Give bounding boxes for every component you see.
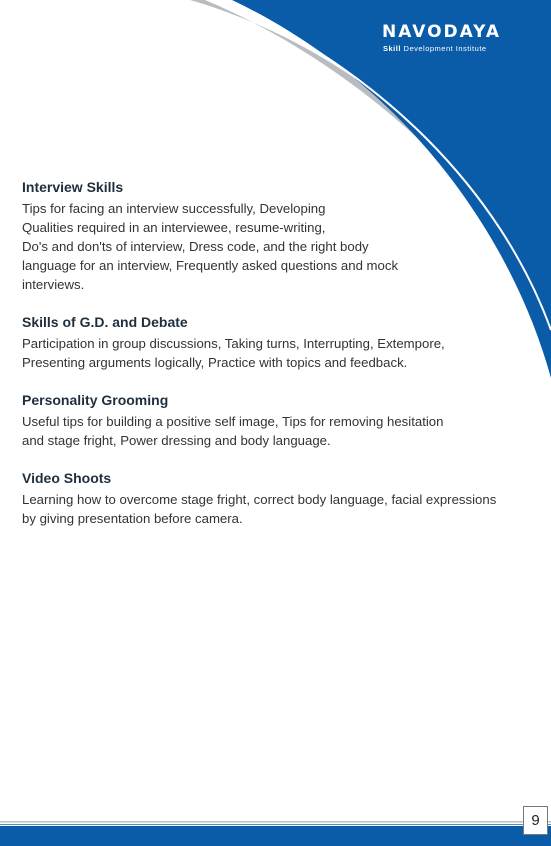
page-content [22,178,532,547]
footer-line-blue [0,824,551,825]
section-heading: Interview Skills [22,179,124,195]
section-heading: Personality Grooming [22,392,169,408]
section-body: Learning how to overcome stage fright, correct body language, facial expressions by giving presentation before camera. [22,492,497,526]
section-body: Tips for facing an interview successfully, Developing Qualities required in an interviewee, resume-writing, Do's and don'ts of interview, Dress code, and the right body language for an interview, Frequently asked questions and mock interviews. [22,201,399,292]
brand-logo [382,22,532,62]
section-interview-skills [22,178,532,294]
section-personality-grooming [22,391,532,450]
brand-tagline-rest: Development Institute [403,44,487,53]
footer-band [0,826,551,846]
brand-tagline-bold: Skill [383,44,401,53]
brand-tagline [383,44,487,53]
section-heading: Video Shoots [22,470,112,486]
section-gd-debate [22,313,532,372]
brand-name: NAVODAYA [382,22,502,42]
section-body: Participation in group discussions, Taking turns, Interrupting, Extempore, Presenting arguments logically, Practice with topics and feedback. [22,336,445,370]
section-video-shoots [22,469,532,528]
page-number: 9 [523,806,548,835]
footer-line-gray [0,821,551,823]
section-heading: Skills of G.D. and Debate [22,314,188,330]
section-body: Useful tips for building a positive self image, Tips for removing hesitation and stage fright, Power dressing and body language. [22,414,444,448]
